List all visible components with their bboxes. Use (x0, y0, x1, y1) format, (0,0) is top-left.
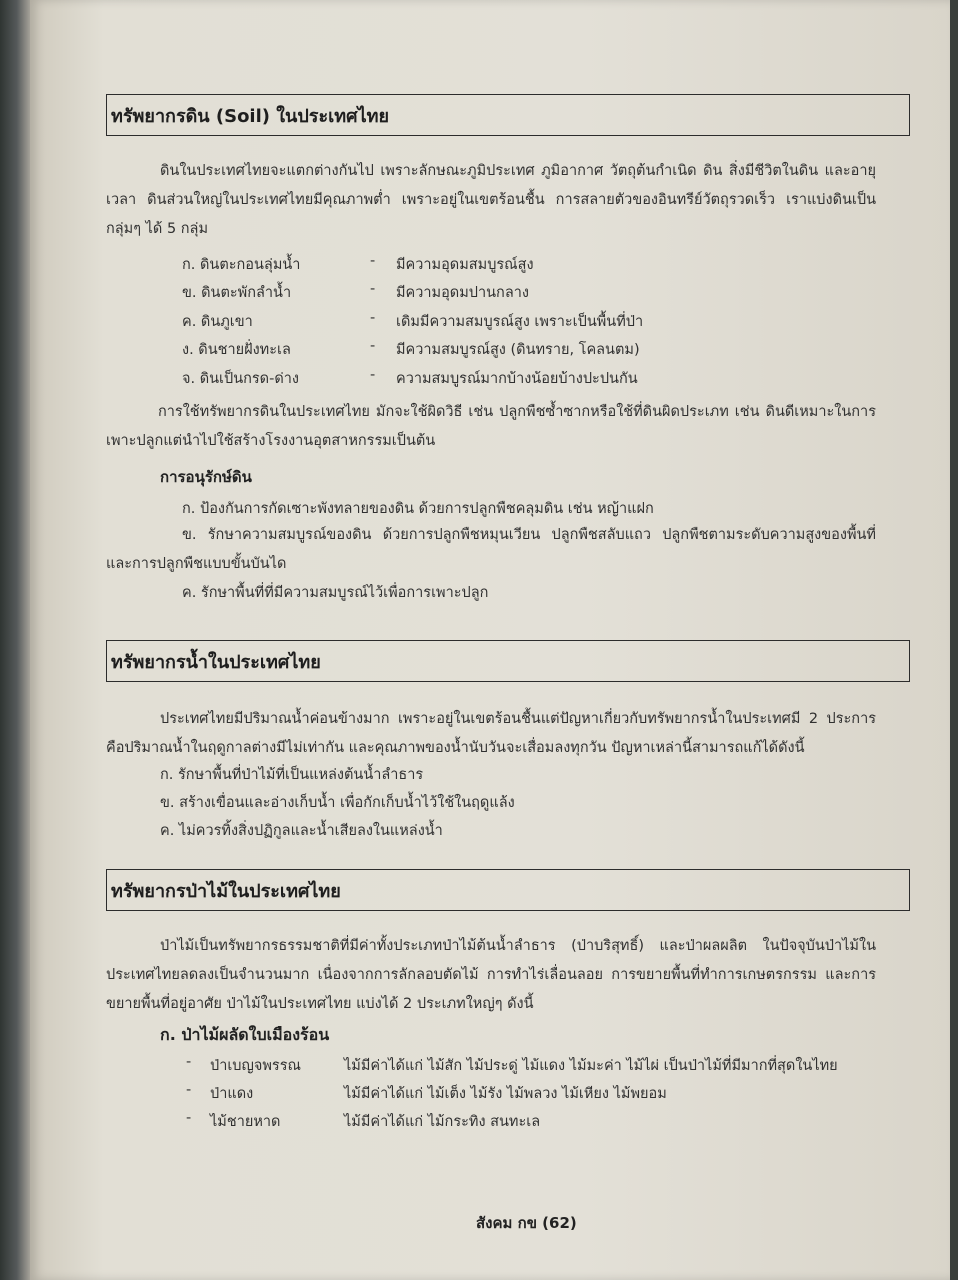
forest-heading-box (106, 869, 910, 911)
soil-type-name: ก. ดินตะกอนลุ่มน้ำ (182, 257, 301, 273)
forest-type-name: ป่าเบญจพรรณ (210, 1058, 301, 1074)
soil-type-name: ข. ดินตะพักลำน้ำ (182, 285, 292, 301)
soil-conservation-title: การอนุรักษ์ดิน (160, 468, 252, 486)
forest-type-desc: ไม้มีค่าได้แก่ ไม้สัก ไม้ประดู่ ไม้แดง ไม้มะค่า ไม้ไผ่ เป็นป่าไม้ที่มีมากที่สุดในไทย (344, 1058, 838, 1074)
water-heading-box (106, 640, 910, 682)
water-item: ก. รักษาพื้นที่ป่าไม้ที่เป็นแหล่งต้นน้ำลำธาร (160, 767, 424, 783)
soil-type-name: ง. ดินชายฝั่งทะเล (182, 342, 291, 358)
forest-type-dash: - (186, 1082, 192, 1098)
forest-subtitle: ก. ป่าไม้ผลัดใบเมืองร้อน (160, 1025, 330, 1044)
soil-type-desc: มีความอุดมสมบูรณ์สูง (396, 257, 534, 273)
forest-type-dash: - (186, 1110, 192, 1126)
soil-type-name: ค. ดินภูเขา (182, 314, 253, 330)
soil-type-desc: มีความอุดมปานกลาง (396, 285, 529, 301)
soil-conservation-item: ข. รักษาความสมบูรณ์ของดิน ด้วยการปลูกพืชหมุนเวียน ปลูกพืชสลับแถว ปลูกพืชตามระดับความสูงของพื้นที่ และการปลูกพืชแบบขั้นบันได (106, 527, 876, 572)
forest-type-desc: ไม้มีค่าได้แก่ ไม้กระทิง สนทะเล (344, 1114, 541, 1130)
water-intro-paragraph: ประเทศไทยมีปริมาณน้ำค่อนข้างมาก เพราะอยู่ในเขตร้อนชื้นแต่ปัญหาเกี่ยวกับทรัพยากรน้ำในประเทศมี 2 ประการ คือปริมาณน้ำในฤดูกาลต่างมีไม่เท่ากัน และคุณภาพของน้ำนับวันจะเสื่อมลงทุกวัน ปัญหาเหล่านี้สามารถแก้ได้ดังนี้ (106, 711, 876, 756)
forest-heading: ทรัพยากรป่าไม้ในประเทศไทย (111, 880, 341, 902)
forest-type-name: ไม้ชายหาด (210, 1114, 281, 1130)
forest-intro-paragraph: ป่าไม้เป็นทรัพยากรธรรมชาติที่มีค่าทั้งประเภทป่าไม้ต้นน้ำลำธาร (ป่าบริสุทธิ์) และป่าผลผลิต ในปัจจุบันป่าไม้ในประเทศไทยลดลงเป็นจำนวนมาก เนื่องจากการลักลอบตัดไม้ การทำไร่เลื่อนลอย การขยายพื้นที่ทำการเกษตรกรรม และการขยายพื้นที่อยู่อาศัย ป่าไม้ในประเทศไทย แบ่งได้ 2 ประเภทใหญ่ๆ ดังนี้ (106, 938, 876, 1012)
forest-type-desc: ไม้มีค่าได้แก่ ไม้เต็ง ไม้รัง ไม้พลวง ไม้เหียง ไม้พยอม (344, 1086, 667, 1102)
water-item: ข. สร้างเขื่อนและอ่างเก็บน้ำ เพื่อกักเก็บน้ำไว้ใช้ในฤดูแล้ง (160, 795, 515, 811)
soil-type-dash: - (370, 367, 376, 383)
soil-type-desc: มีความสมบูรณ์สูง (ดินทราย, โคลนตม) (396, 342, 640, 358)
soil-usage-paragraph: การใช้ทรัพยากรดินในประเทศไทย มักจะใช้ผิดวิธี เช่น ปลูกพืชซ้ำซากหรือใช้ที่ดินผิดประเภท เช่น ดินดีเหมาะในการเพาะปลูกแต่นำไปใช้สร้างโรงงานอุตสาหกรรมเป็นต้น (106, 404, 876, 449)
soil-heading: ทรัพยากรดิน (Soil) ในประเทศไทย (111, 105, 390, 127)
soil-intro-paragraph: ดินในประเทศไทยจะแตกต่างกันไป เพราะลักษณะภูมิประเทศ ภูมิอากาศ วัตถุต้นกำเนิด ดิน สิ่งมีชีวิตในดิน และอายุเวลา ดินส่วนใหญ่ในประเทศไทยมีคุณภาพต่ำ เพราะอยู่ในเขตร้อนชื้น การสลายตัวของอินทรีย์วัตถุรวดเร็ว เราแบ่งดินเป็นกลุ่มๆ ได้ 5 กลุ่ม (106, 163, 876, 237)
soil-type-desc: เดิมมีความสมบูรณ์สูง เพราะเป็นพื้นที่ป่า (396, 314, 644, 330)
soil-type-desc: ความสมบูรณ์มากบ้างน้อยบ้างปะปนกัน (396, 371, 638, 387)
forest-type-dash: - (186, 1054, 192, 1070)
soil-heading-box (106, 94, 910, 136)
forest-type-name: ป่าแดง (210, 1086, 254, 1102)
page-footer: สังคม กข (62) (476, 1214, 577, 1232)
water-item: ค. ไม่ควรทิ้งสิ่งปฏิกูลและน้ำเสียลงในแหล่งน้ำ (160, 823, 443, 839)
water-heading: ทรัพยากรน้ำในประเทศไทย (111, 651, 321, 673)
soil-type-dash: - (370, 310, 376, 326)
soil-type-dash: - (370, 281, 376, 297)
soil-type-dash: - (370, 338, 376, 354)
soil-conservation-item: ค. รักษาพื้นที่ที่มีความสมบูรณ์ไว้เพื่อการเพาะปลูก (182, 585, 489, 601)
soil-type-name: จ. ดินเป็นกรด-ด่าง (182, 371, 299, 387)
soil-type-dash: - (370, 253, 376, 269)
soil-conservation-item: ก. ป้องกันการกัดเซาะพังทลายของดิน ด้วยการปลูกพืชคลุมดิน เช่น หญ้าแฝก (182, 501, 654, 517)
